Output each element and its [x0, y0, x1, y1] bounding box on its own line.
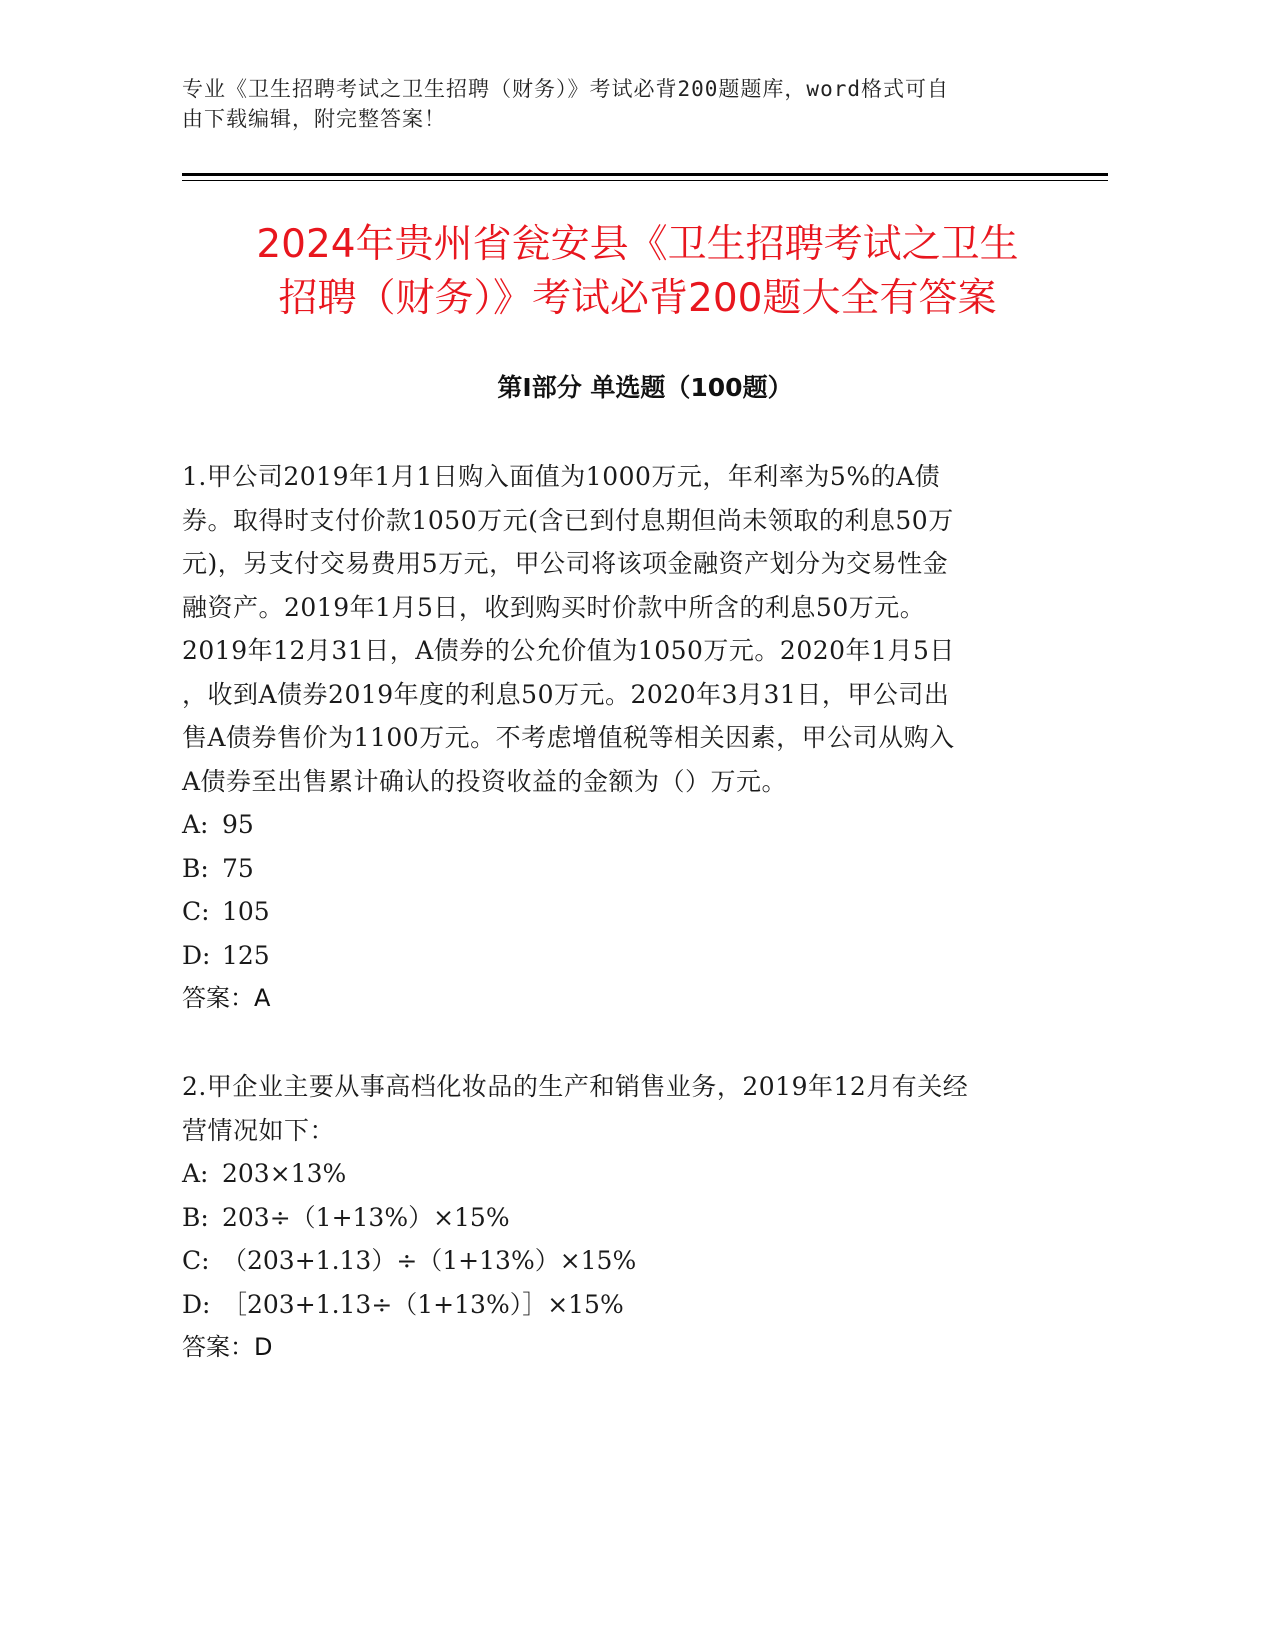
question-stem-line: 2.甲企业主要从事高档化妆品的生产和销售业务，2019年12月有关经	[182, 1072, 969, 1101]
option-text: ［203+1.13÷（1+13%）］×15%	[222, 1289, 624, 1319]
option-key: B:	[182, 1202, 209, 1232]
question-2-option-a	[182, 1152, 1062, 1196]
option-text: 203×13%	[222, 1159, 347, 1188]
question-stem-line: 融资产。2019年1月5日，收到购买时价款中所含的利息50万元。	[182, 592, 926, 622]
header-divider-thick	[182, 173, 1108, 176]
section-title: 第Ⅰ部分 单选题（100题）	[497, 373, 793, 402]
question-1-option-c	[182, 890, 1062, 934]
question-stem-line: A债券至出售累计确认的投资收益的金额为（）万元。	[182, 766, 788, 796]
document-title-line-1: 2024年贵州省瓮安县《卫生招聘考试之卫生	[256, 222, 1019, 267]
question-stem-line: 售A债券售价为1100万元。不考虑增值税等相关因素，甲公司从购入	[182, 723, 955, 752]
option-key: A:	[182, 810, 209, 839]
option-key: D:	[182, 1289, 211, 1319]
question-stem-line: 营情况如下：	[182, 1115, 336, 1145]
option-key: B:	[182, 853, 209, 883]
question-1-stem	[182, 455, 1062, 803]
option-key: A:	[182, 1159, 209, 1188]
question-2	[182, 1065, 1062, 1370]
option-key: C:	[182, 897, 210, 926]
option-key: D:	[182, 940, 211, 970]
option-key: C:	[182, 1246, 210, 1275]
question-2-option-b	[182, 1196, 1062, 1240]
question-stem-line: 元)，另支付交易费用5万元，甲公司将该项金融资产划分为交易性金	[182, 549, 949, 578]
question-1	[182, 455, 1062, 1021]
question-stem-line: 2019年12月31日，A债券的公允价值为1050万元。2020年1月5日	[182, 636, 955, 665]
question-1-option-a	[182, 803, 1062, 847]
option-text: 203÷（1+13%）×15%	[222, 1202, 510, 1232]
question-1-option-b	[182, 847, 1062, 891]
question-2-option-c	[182, 1239, 1062, 1283]
question-stem-line: 券。取得时支付价款1050万元(含已到付息期但尚未领取的利息50万	[182, 505, 954, 535]
question-2-option-d	[182, 1283, 1062, 1327]
question-2-stem	[182, 1065, 1062, 1152]
question-stem-line: 1.甲公司2019年1月1日购入面值为1000万元，年利率为5%的A债	[182, 462, 941, 491]
header-divider-thin	[182, 180, 1108, 181]
header-note-line-2: 由下载编辑，附完整答案！	[182, 107, 446, 131]
question-2-answer: 答案：D	[182, 1333, 273, 1361]
header-note-line-1: 专业《卫生招聘考试之卫生招聘（财务）》考试必背200题题库，word格式可自	[182, 77, 949, 101]
option-text: 125	[222, 940, 270, 970]
option-text: 105	[222, 897, 270, 926]
option-text: （203+1.13）÷（1+13%）×15%	[222, 1246, 637, 1275]
question-stem-line: ，收到A债券2019年度的利息50万元。2020年3月31日，甲公司出	[182, 679, 950, 709]
header-note	[182, 74, 1062, 134]
option-text: 75	[222, 853, 254, 883]
option-text: 95	[222, 810, 254, 839]
question-1-option-d	[182, 934, 1062, 978]
document-title-line-2: 招聘（财务）》考试必背200题大全有答案	[278, 276, 997, 321]
document-title	[150, 218, 1125, 326]
question-1-answer: 答案：A	[182, 984, 271, 1012]
